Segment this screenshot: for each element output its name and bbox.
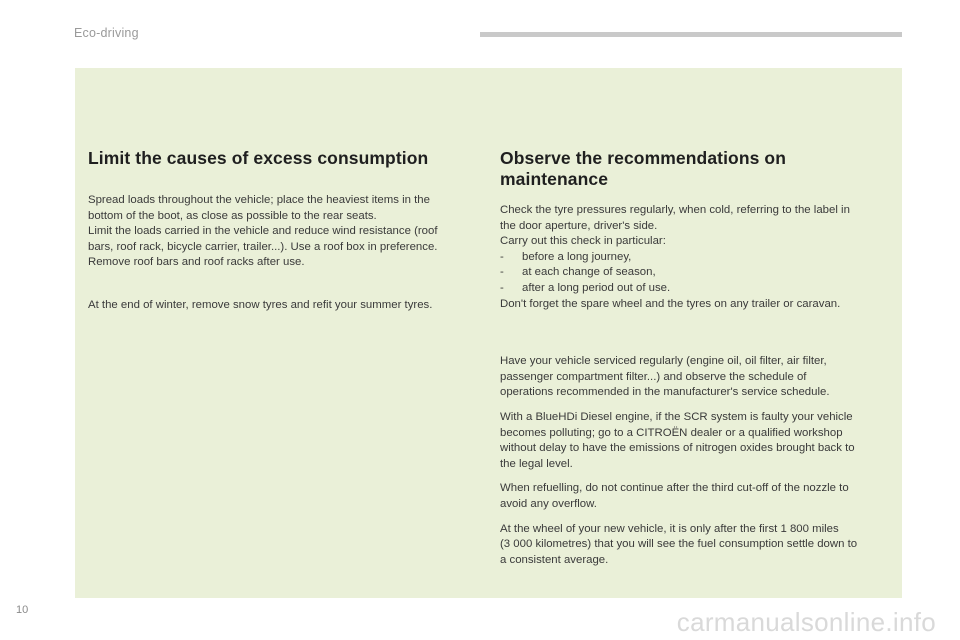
text-line: Have your vehicle serviced regularly (engine oil, oil filter, air filter, <box>500 355 827 368</box>
list-dash: - <box>500 250 504 263</box>
section-title: Eco-driving <box>74 26 139 40</box>
servicing-paragraph <box>500 354 895 401</box>
text-line: becomes polluting; go to a CITROËN dealer or a qualified workshop <box>500 426 843 439</box>
text-line: without delay to have the emissions of nitrogen oxides brought back to <box>500 442 855 455</box>
header-rule <box>480 32 902 37</box>
text-line: When refuelling, do not continue after the third cut-off of the nozzle to <box>500 482 849 495</box>
text-line: At the wheel of your new vehicle, it is only after the first 1 800 miles <box>500 522 839 535</box>
page-number: 10 <box>16 604 29 616</box>
list-item-text: after a long period out of use. <box>522 281 671 294</box>
loads-paragraph <box>88 193 473 271</box>
heading-line: maintenance <box>500 169 609 189</box>
right-heading <box>500 148 895 190</box>
text-line: With a BlueHDi Diesel engine, if the SCR system is faulty your vehicle <box>500 410 853 423</box>
list-dash: - <box>500 281 504 294</box>
watermark: carmanualsonline.info <box>676 607 936 637</box>
heading-line: Observe the recommendations on <box>500 148 786 168</box>
left-column <box>88 148 473 314</box>
text-line: (3 000 kilometres) that you will see the fuel consumption settle down to <box>500 538 858 551</box>
right-column <box>500 148 895 568</box>
text-line: Carry out this check in particular: <box>500 235 666 248</box>
text-line: Don't forget the spare wheel and the tyres on any trailer or caravan. <box>500 297 841 310</box>
tyre-pressure-paragraph <box>500 203 895 312</box>
text-line: operations recommended in the manufacturer's service schedule. <box>500 386 830 399</box>
text-line: avoid any overflow. <box>500 497 597 510</box>
list-dash: - <box>500 266 504 279</box>
refuelling-paragraph <box>500 481 895 512</box>
text-line: a consistent average. <box>500 553 609 566</box>
list-item <box>500 281 895 297</box>
list-item-text: at each change of season, <box>522 266 656 279</box>
text-line: passenger compartment filter...) and observe the schedule of <box>500 370 807 383</box>
running-in-paragraph <box>500 522 895 569</box>
text-line: the door aperture, driver's side. <box>500 219 658 232</box>
list-item <box>500 250 895 266</box>
bluehdi-paragraph <box>500 410 895 472</box>
text-line: Limit the loads carried in the vehicle and reduce wind resistance (roof <box>88 225 438 238</box>
tyres-paragraph: At the end of winter, remove snow tyres and refit your summer tyres. <box>88 298 433 311</box>
text-line: Check the tyre pressures regularly, when cold, referring to the label in <box>500 204 850 216</box>
list-item-text: before a long journey, <box>522 250 632 263</box>
text-line: bottom of the boot, as close as possible to the rear seats. <box>88 209 377 222</box>
text-line: the legal level. <box>500 457 573 470</box>
left-heading: Limit the causes of excess consumption <box>88 148 429 168</box>
list-item <box>500 265 895 281</box>
text-line: Spread loads throughout the vehicle; place the heaviest items in the <box>88 194 430 206</box>
text-line: Remove roof bars and roof racks after use. <box>88 256 305 269</box>
text-line: bars, roof rack, bicycle carrier, trailer...). Use a roof box in preference. <box>88 240 438 253</box>
